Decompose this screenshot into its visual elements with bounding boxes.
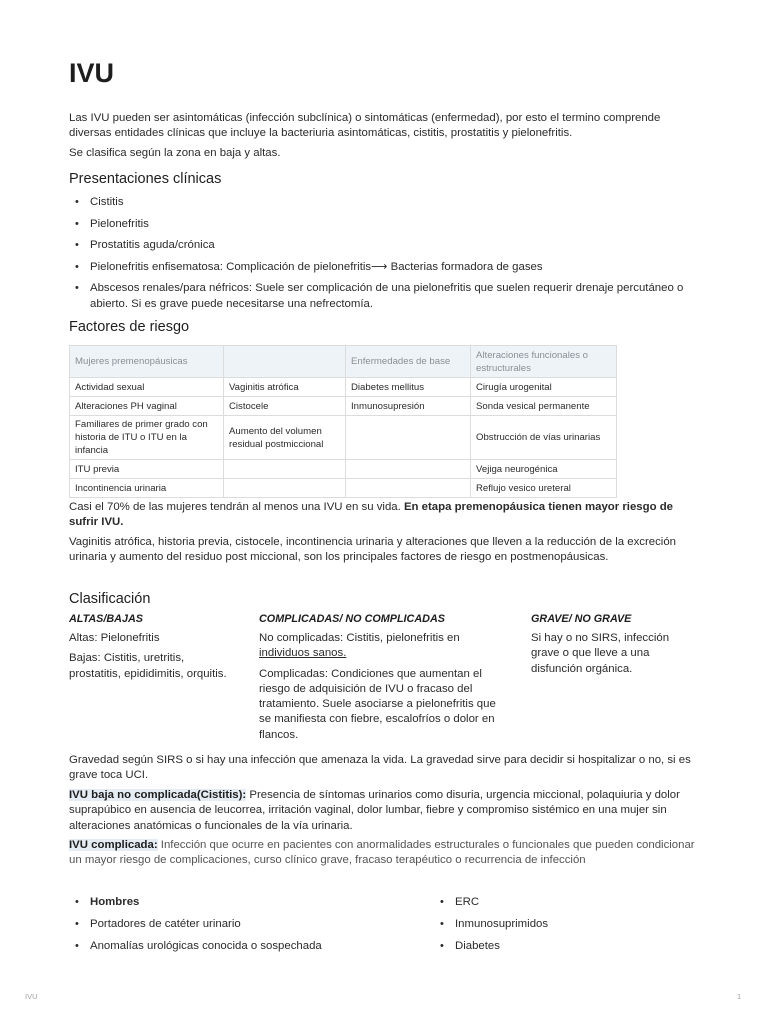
col-text-underlined: individuos sanos. [259,647,347,660]
table-cell: Alteraciones PH vaginal [70,397,224,416]
list-item: • Pielonefritis enfisematosa: Complicación de pielonefritis⟶ Bacterias formadora de gases [69,260,699,275]
table-header-cell: Mujeres premenopáusicas [70,346,224,378]
table-header-cell: Alteraciones funcionales o estructurales [471,346,617,378]
complicada-list-left [69,895,409,961]
table-cell [346,479,471,498]
col-title: GRAVE/ NO GRAVE [531,613,632,625]
col-title: ALTAS/BAJAS [69,613,143,625]
risk-note-2: Vaginitis atrófica, historia previa, cistocele, incontinencia urinaria y alteraciones que lleven a la reducción de la excreción urinaria y aumento del residuo post miccional, son los principales factores de riesgo en postmenopáusicas. [69,536,676,564]
table-cell: Diabetes mellitus [346,378,471,397]
risk-note-1 [69,500,699,531]
list-item: • Portadores de catéter urinario [69,917,409,932]
col-text: Altas: Pielonefritis [69,632,160,644]
col-text [259,631,509,662]
classification-col-altas-bajas [69,613,239,687]
list-item: • Pielonefritis [69,217,699,232]
list-item: • Cistitis [69,195,699,210]
list-item: • Anomalías urológicas conocida o sospechada [69,939,409,954]
list-item: • Inmunosuprimidos [434,917,684,932]
table-row [70,416,617,460]
presentaciones-list [69,195,699,318]
classification-col-complicadas [259,613,509,748]
table-row [70,397,617,416]
col-text-part: No complicadas: Cistitis, pielonefritis en [259,632,460,644]
ivu-baja-label: IVU baja no complicada(Cistitis): [69,789,247,801]
table-cell: Incontinencia urinaria [70,479,224,498]
list-item: • Abscesos renales/para néfricos: Suele ser complicación de una pielonefritis que suelen requerir drenaje percutáneo o abierto. Si es grave puede necesitarse una nefrectomía. [69,281,699,312]
table-cell: Actividad sexual [70,378,224,397]
table-header-cell [224,346,346,378]
section-heading-presentaciones: Presentaciones clínicas [69,171,222,187]
table-cell [346,416,471,460]
ivu-baja-text: Presencia de síntomas urinarios como disuria, urgencia miccional, polaquiuria y dolor suprapúbico en ausencia de leucorrea, irritación vaginal, dolor lumbar, fiebre y compromiso sistémico en una mujer sin alteraciones anatómicas o funcionales de la vía urinaria. [69,789,680,832]
classification-col-grave [531,613,691,682]
list-item-bold: Hombres [90,896,140,908]
table-cell: Familiares de primer grado con historia de ITU o ITU en la infancia [70,416,224,460]
section-heading-riesgo: Factores de riesgo [69,319,190,335]
table-cell: Reflujo vesico ureteral [471,479,617,498]
list-item: • Diabetes [434,939,684,954]
table-cell [224,479,346,498]
ivu-baja-paragraph [69,788,699,834]
page-title: IVU [69,58,115,88]
col-title: COMPLICADAS/ NO COMPLICADAS [259,613,445,625]
table-row [70,460,617,479]
col-text: Si hay o no SIRS, infección grave o que lleve a una disfunción orgánica. [531,632,670,675]
risk-note-1-emphasis: En etapa premenopáusica tienen mayor riesgo de sufrir IVU. [69,501,673,529]
table-cell [224,460,346,479]
complicada-list-right [434,895,684,961]
gravedad-paragraph: Gravedad según SIRS o si hay una infección que amenaza la vida. La gravedad sirve para decidir si hospitalizar o no, si es grave toca UCI. [69,754,691,782]
risk-note-1-text: Casi el 70% de las mujeres tendrán al menos una IVU en su vida. [69,501,404,513]
table-header-row [70,346,617,378]
table-cell: Cirugía urogenital [471,378,617,397]
table-cell: Obstrucción de vías urinarias [471,416,617,460]
col-text: Complicadas: Condiciones que aumentan el riesgo de adquisición de IVU o fracaso del tratamiento. Suele asociarse a pielonefritis que se manifiesta con fiebre, escalofríos o dolor en flancos. [259,667,496,741]
table-cell: Sonda vesical permanente [471,397,617,416]
list-item: • ERC [434,895,684,910]
table-cell [346,460,471,479]
page-number: 1 [737,992,742,1001]
table-cell: Cistocele [224,397,346,416]
table-cell: ITU previa [70,460,224,479]
intro-paragraph: Las IVU pueden ser asintomáticas (infección subclínica) o sintomáticas (enfermedad), por esto el termino comprende diversas entidades clínicas que incluye la bacteriuria asintomáticas, cistitis, prostatitis y pielonefritis. [69,112,661,140]
list-item [69,895,409,910]
ivu-complicada-text: Infección que ocurre en pacientes con anormalidades estructurales o funcionales que pueden condicionar un mayor riesgo de complicaciones, curso clínico grave, fracaso terapéutico o recurrencia de infección [69,839,695,867]
section-heading-clasificacion: Clasificación [69,591,151,607]
list-item: • Prostatitis aguda/crónica [69,238,699,253]
table-cell: Vejiga neurogénica [471,460,617,479]
intro-classification: Se clasifica según la zona en baja y altas. [69,147,281,159]
table-cell: Aumento del volumen residual postmiccional [224,416,346,460]
ivu-complicada-label: IVU complicada: [69,839,158,851]
table-cell: Vaginitis atrófica [224,378,346,397]
table-header-cell: Enfermedades de base [346,346,471,378]
footer-title: IVU [25,992,38,1001]
risk-factors-table [69,345,617,498]
table-row [70,378,617,397]
ivu-complicada-paragraph [69,838,699,869]
table-cell: Inmunosupresión [346,397,471,416]
col-text: Bajas: Cistitis, uretritis, prostatitis, epididimitis, orquitis. [69,652,227,680]
table-row [70,479,617,498]
